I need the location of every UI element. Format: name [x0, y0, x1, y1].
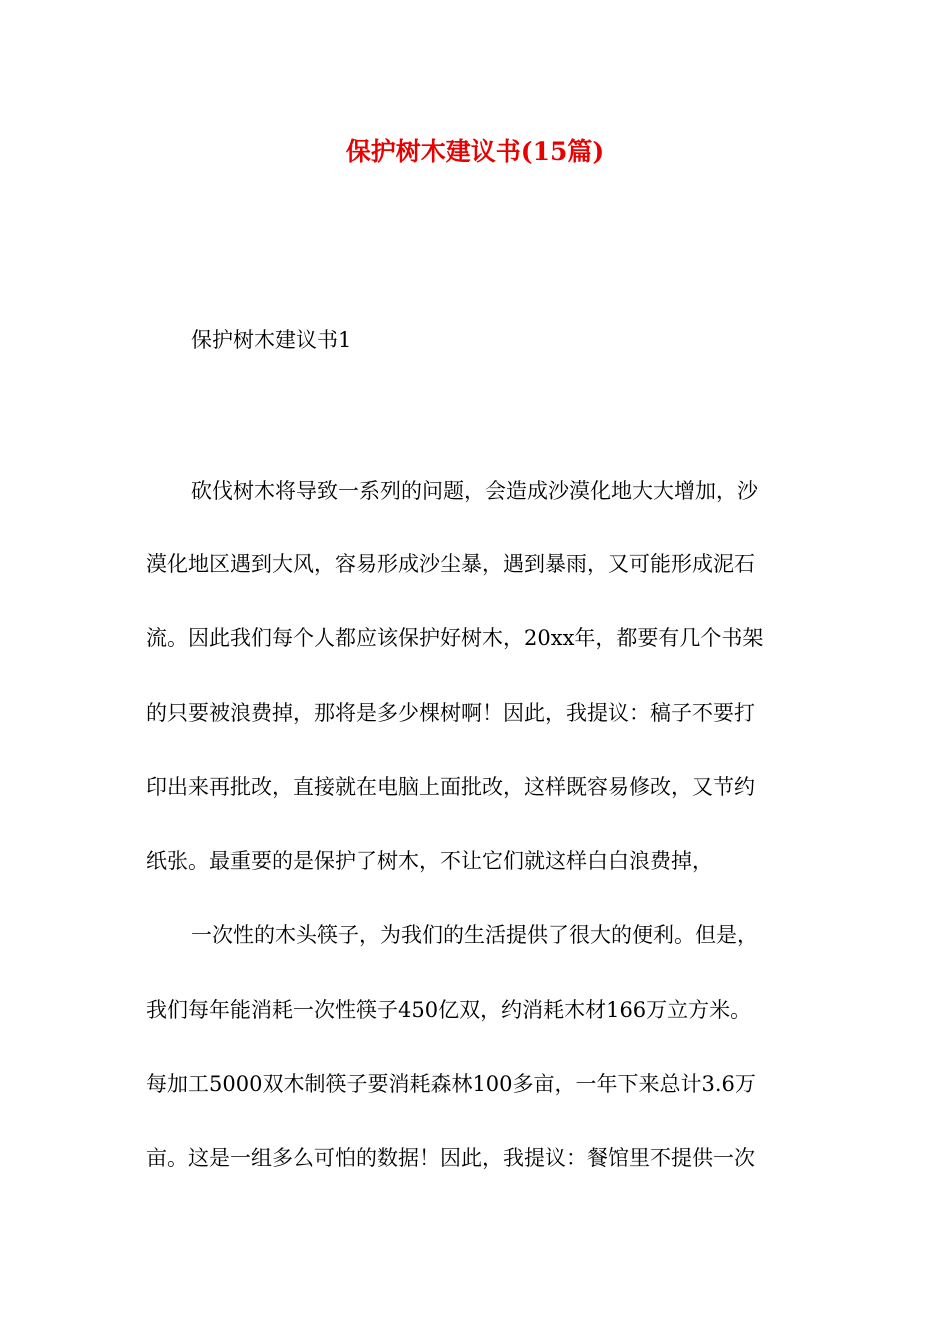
paragraph-line: 漠化地区遇到大风，容易形成沙尘暴，遇到暴雨，又可能形成泥石 — [146, 552, 755, 576]
paragraph-line: 流。因此我们每个人都应该保护好树木，20xx年，都要有几个书架 — [146, 626, 764, 650]
paragraph-line: 印出来再批改，直接就在电脑上面批改，这样既容易修改，又节约 — [146, 775, 755, 799]
paragraph-line: 纸张。最重要的是保护了树木，不让它们就这样白白浪费掉， — [146, 849, 713, 873]
paragraph-line: 每加工5000双木制筷子要消耗森林100多亩，一年下来总计3.6万 — [146, 1072, 756, 1096]
document-title: 保护树木建议书(15篇) — [345, 137, 605, 166]
paragraph-line: 一次性的木头筷子，为我们的生活提供了很大的便利。但是， — [191, 923, 758, 947]
paragraph-line: 砍伐树木将导致一系列的问题，会造成沙漠化地大大增加，沙 — [191, 479, 758, 503]
paragraph-line: 的只要被浪费掉，那将是多少棵树啊！因此，我提议：稿子不要打 — [146, 701, 755, 725]
paragraph-line: 亩。这是一组多么可怕的数据！因此，我提议：餐馆里不提供一次 — [146, 1146, 755, 1170]
section-heading: 保护树木建议书1 — [191, 328, 352, 352]
paragraph-line: 我们每年能消耗一次性筷子450亿双，约消耗木材166万立方米。 — [146, 998, 752, 1022]
